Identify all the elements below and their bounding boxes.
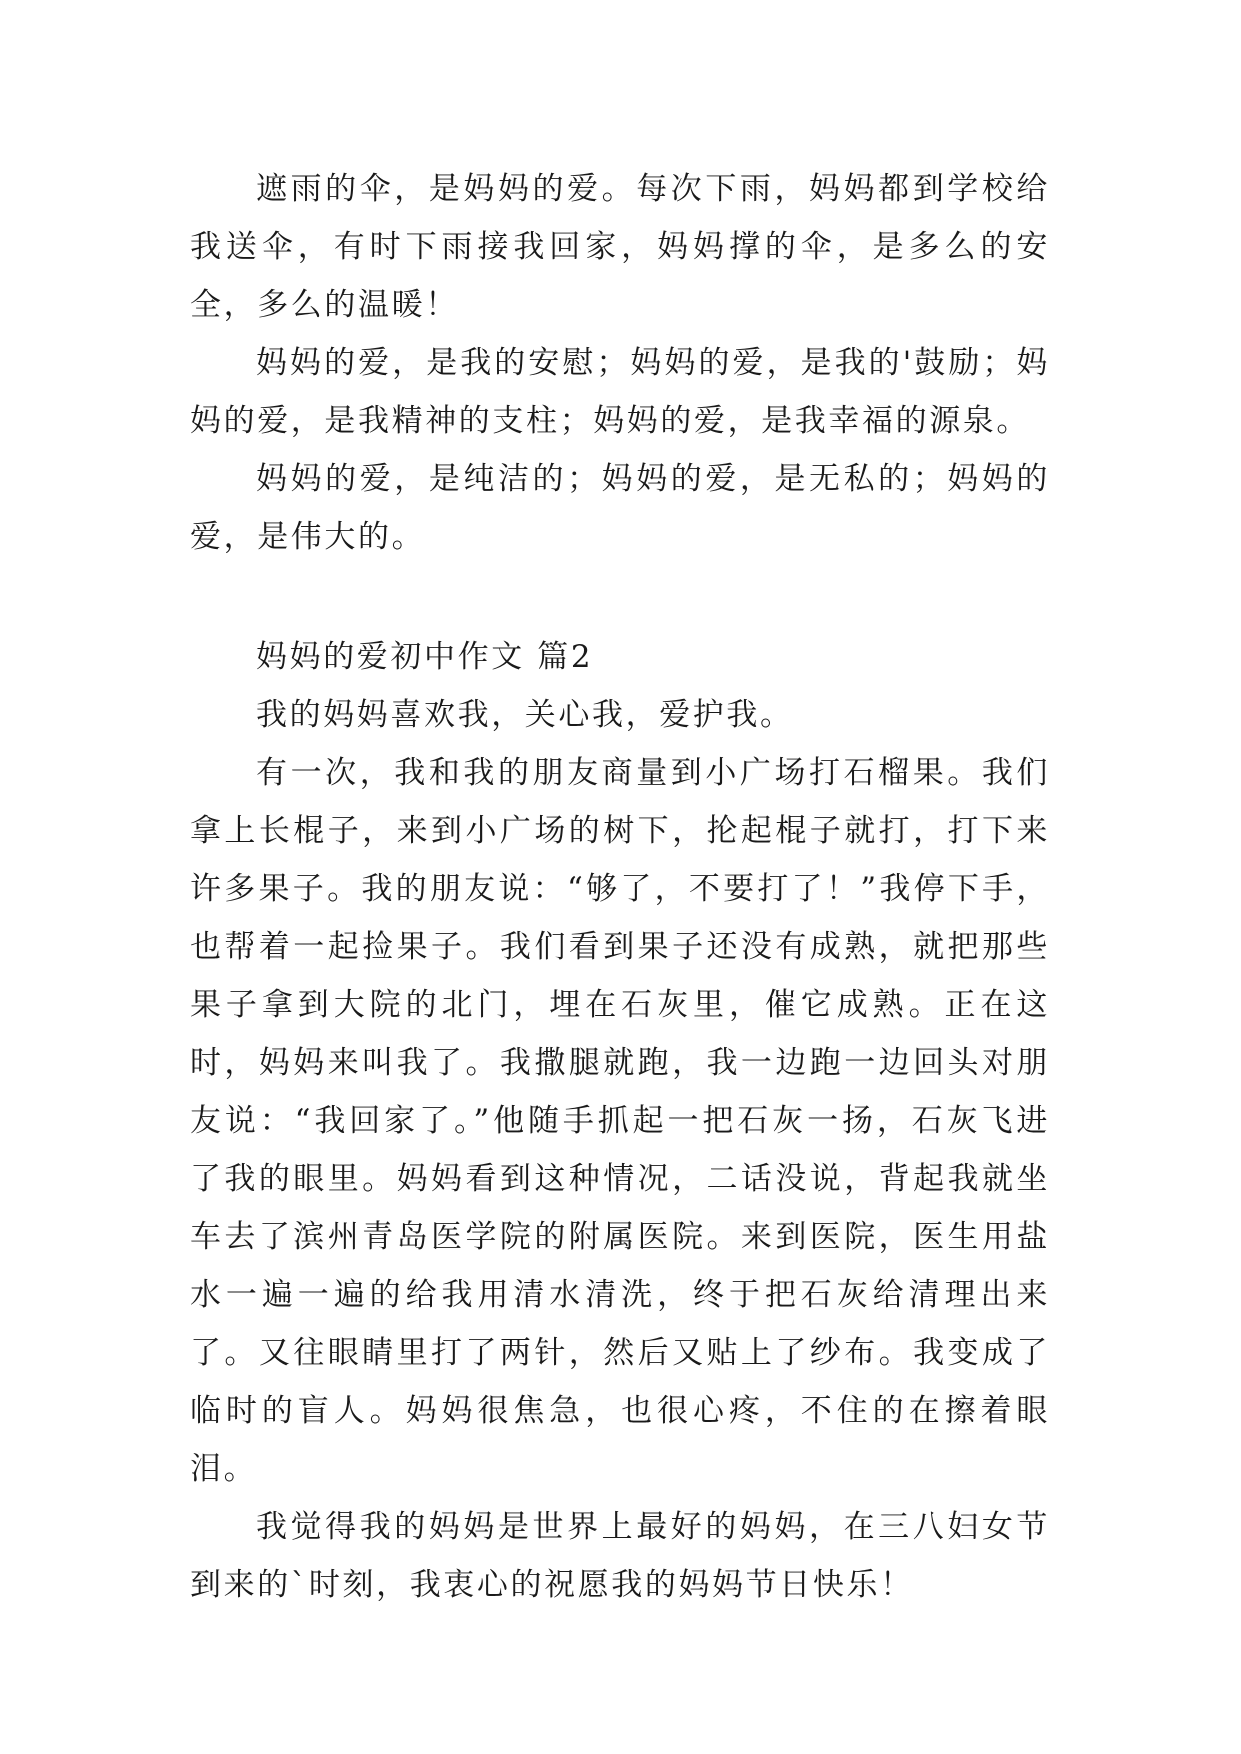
paragraph-comfort: 妈妈的爱，是我的安慰；妈妈的爱，是我的'鼓励；妈妈的爱，是我精神的支柱；妈妈的爱，是我幸福的源泉。 bbox=[190, 345, 1050, 439]
paragraph-umbrella: 遮雨的伞，是妈妈的爱。每次下雨，妈妈都到学校给我送伞，有时下雨接我回家，妈妈撑的伞，是多么的安全，多么的温暖！ bbox=[190, 171, 1050, 323]
paragraph-conclusion: 我觉得我的妈妈是世界上最好的妈妈，在三八妇女节到来的`时刻，我衷心的祝愿我的妈妈节日快乐！ bbox=[190, 1509, 1050, 1603]
paragraph-intro: 我的妈妈喜欢我，关心我，爱护我。 bbox=[256, 697, 794, 733]
paragraph-pure: 妈妈的爱，是纯洁的；妈妈的爱，是无私的；妈妈的爱，是伟大的。 bbox=[190, 461, 1050, 555]
paragraph-story: 有一次，我和我的朋友商量到小广场打石榴果。我们拿上长棍子，来到小广场的树下，抡起棍子就打，打下来许多果子。我的朋友说：“够了，不要打了！”我停下手，也帮着一起捡果子。我们看到果子还没有成熟，就把那些果子拿到大院的北门，埋在石灰里，催它成熟。正在这时，妈妈来叫我了。我撒腿就跑，我一边跑一边回头对朋友说：“我回家了。”他随手抓起一把石灰一扬，石灰飞进了我的眼里。妈妈看到这种情况，二话没说，背起我就坐车去了滨州青岛医学院的附属医院。来到医院，医生用盐水一遍一遍的给我用清水清洗，终于把石灰给清理出来了。又往眼睛里打了两针，然后又贴上了纱布。我变成了临时的盲人。妈妈很焦急，也很心疼，不住的在擦着眼泪。 bbox=[190, 755, 1050, 1487]
section-title: 妈妈的爱初中作文 篇2 bbox=[256, 639, 594, 675]
document-page bbox=[190, 160, 1050, 1614]
